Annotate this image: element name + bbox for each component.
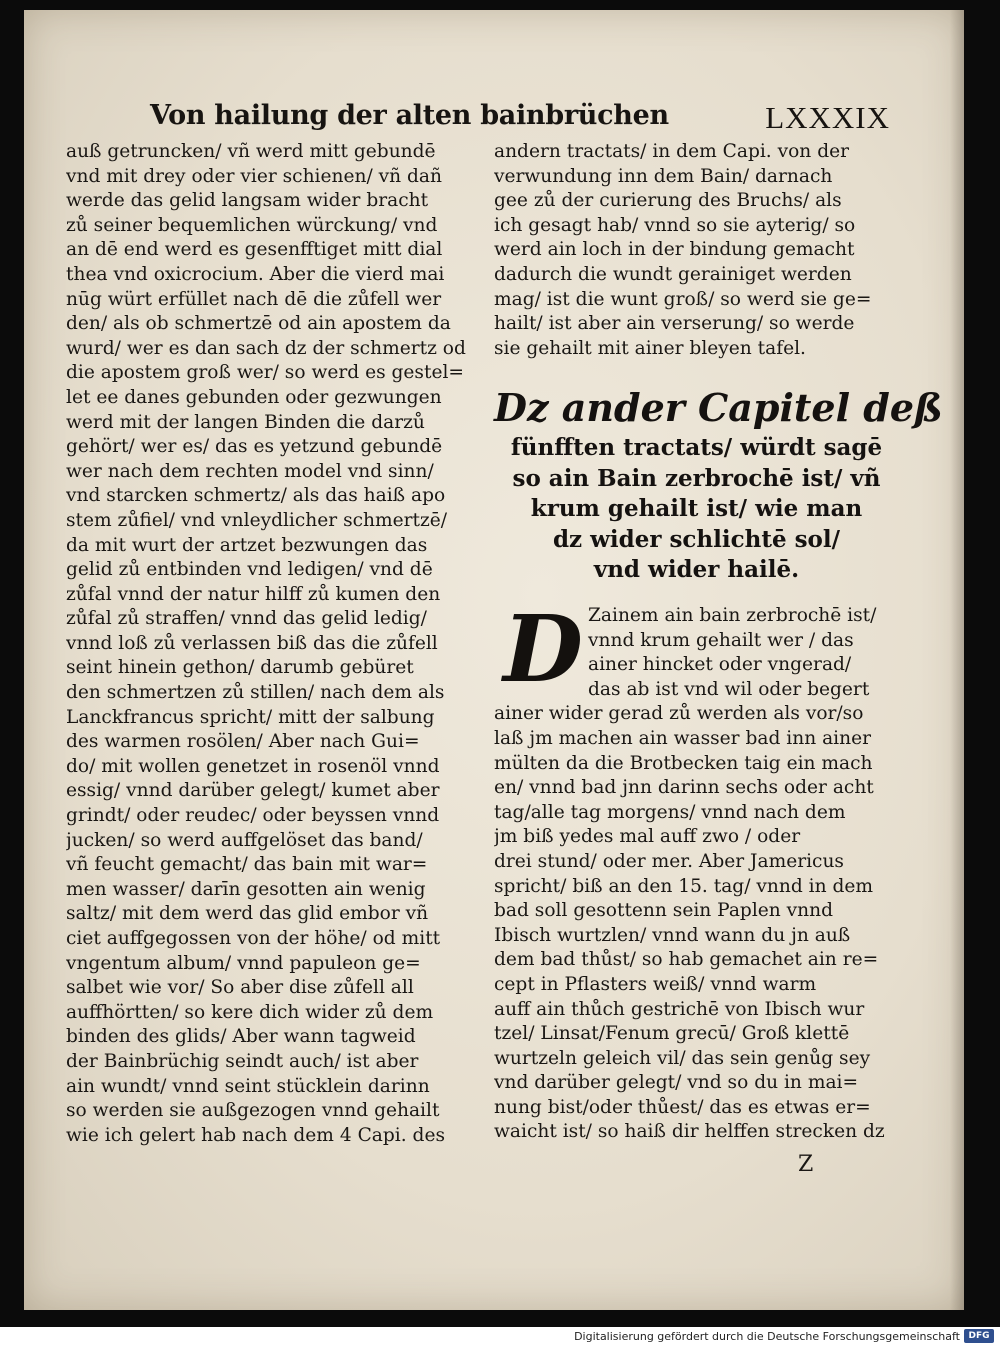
dfg-logo: DFG xyxy=(964,1329,994,1343)
text-line: vnnd loß zů verlassen biß das die zůfell xyxy=(66,632,438,654)
text-line: stem zůfiel/ vnd vnleydlicher schmertzē/ xyxy=(66,509,448,531)
text-line: thea vnd oxicrocium. Aber die vierd mai xyxy=(66,263,445,285)
right-column-top-text xyxy=(494,140,894,361)
text-line: auffhörtten/ so kere dich wider zů dem xyxy=(66,1001,434,1023)
decorated-initial: D xyxy=(503,595,583,703)
text-line: ich gesagt hab/ vnnd so sie ayterig/ so xyxy=(494,214,856,236)
text-line: den schmertzen zů stillen/ nach dem als xyxy=(66,682,445,704)
text-line: zůfal zů straffen/ vnnd das gelid ledig/ xyxy=(66,608,427,630)
text-line: wie ich gelert hab nach dem 4 Capi. des xyxy=(66,1124,446,1146)
footer xyxy=(0,1327,1000,1347)
text-line: nung bist/oder thůest/ das es etwas er= xyxy=(494,1096,871,1118)
text-line: die apostem groß wer/ so werd es gestel= xyxy=(66,362,464,384)
text-line: let ee danes gebunden oder gezwungen xyxy=(66,386,442,408)
chapter-heading xyxy=(494,383,943,586)
text-line: men wasser/ darīn gesotten ain wenig xyxy=(66,878,426,900)
text-line: do/ mit wollen genetzet in rosenöl vnnd xyxy=(66,755,440,777)
text-line: dadurch die wundt gerainiget werden xyxy=(494,263,852,285)
text-line: vnd darüber gelegt/ vnd so du in mai= xyxy=(494,1072,859,1094)
chapter-subtitle-line: vnd wider hailē. xyxy=(593,556,800,583)
funding-credit: Digitalisierung gefördert durch die Deutsche Forschungsgemeinschaft xyxy=(574,1330,960,1343)
left-column-text xyxy=(66,140,466,1148)
text-line: saltz/ mit dem werd das glid embor vñ xyxy=(66,903,429,925)
text-line: waicht ist/ so haiß dir helffen strecken dz xyxy=(494,1121,885,1143)
text-line: ciet auffgegossen von der höhe/ od mitt xyxy=(66,928,441,949)
text-line: Lanckfrancus spricht/ mitt der salbung xyxy=(66,706,435,728)
text-line: auß getruncken/ vñ werd mitt gebundē xyxy=(66,141,436,162)
text-line: wurtzeln geleich vil/ das sein genůg sey xyxy=(494,1047,871,1069)
text-line: wer nach dem rechten model vnd sinn/ xyxy=(66,460,434,482)
right-column-body-text xyxy=(494,595,894,1145)
text-line: dem bad thůst/ so hab gemachet ain re= xyxy=(494,949,879,971)
chapter-subtitle-line: dz wider schlichtē sol/ xyxy=(552,525,841,553)
text-line: zů seiner bequemlichen würckung/ vnd xyxy=(66,214,438,236)
signature-mark: Z xyxy=(798,1152,814,1177)
text-line: drei stund/ oder mer. Aber Jamericus xyxy=(494,850,844,872)
page-header xyxy=(150,100,890,140)
text-line: andern tractats/ in dem Capi. von der xyxy=(494,141,849,162)
text-line: vnd mit drey oder vier schienen/ vñ dañ xyxy=(66,165,442,187)
page-edge-shadow xyxy=(950,10,964,1310)
text-line: zůfal vnnd der natur hilff zů kumen den xyxy=(66,583,441,605)
text-line: mülten da die Brotbecken taig ein mach xyxy=(494,752,873,774)
text-line: seint hinein gethon/ darumb gebüret xyxy=(66,657,414,679)
text-line: des warmen rosölen/ Aber nach Gui= xyxy=(66,731,420,753)
text-line: gee zů der curierung des Bruchs/ als xyxy=(494,190,842,212)
text-line: sie gehailt mit ainer bleyen tafel. xyxy=(494,337,806,359)
text-line: verwundung inn dem Bain/ darnach xyxy=(494,165,833,187)
text-line: an dē end werd es gesenfftiget mitt dial xyxy=(66,239,443,261)
text-line: vnnd krum gehailt wer / das xyxy=(588,629,854,651)
text-line: der Bainbrüchig seindt auch/ ist aber xyxy=(66,1050,419,1072)
text-line: laß jm machen ain wasser bad inn ainer xyxy=(494,727,871,749)
text-line: werd ain loch in der bindung gemacht xyxy=(494,239,855,261)
text-line: so werden sie außgezogen vnnd gehailt xyxy=(66,1100,440,1122)
text-line: vngentum album/ vnnd papuleon ge= xyxy=(66,952,421,974)
text-line: spricht/ biß an den 15. tag/ vnnd in dem xyxy=(494,875,874,897)
text-line: Zainem ain bain zerbrochē ist/ xyxy=(588,605,877,626)
text-line: gelid zů entbinden vnd ledigen/ vnd dē xyxy=(66,559,433,581)
text-line: den/ als ob schmertzē od ain apostem da xyxy=(66,313,451,335)
chapter-title-line: Dz ander Capitel deß xyxy=(494,385,943,430)
text-line: mag/ ist die wunt groß/ so werd sie ge= xyxy=(494,288,872,310)
text-line: jm biß yedes mal auff zwo / oder xyxy=(494,826,801,848)
text-line: vñ feucht gemacht/ das bain mit war= xyxy=(66,854,428,876)
text-line: gehört/ wer es/ das es yetzund gebundē xyxy=(66,436,443,458)
text-line: binden des glids/ Aber wann tagweid xyxy=(66,1026,416,1048)
text-line: tzel/ Linsat/Fenum grecū/ Groß klettē xyxy=(494,1023,850,1045)
text-line: das ab ist vnd wil oder begert xyxy=(588,678,870,700)
text-line: jucken/ so werd auffgelöset das band/ xyxy=(66,829,423,851)
chapter-subtitle-line: so ain Bain zerbrochē ist/ vñ xyxy=(512,464,881,492)
chapter-subtitle-line: krum gehailt ist/ wie man xyxy=(530,495,863,522)
text-line: ainer wider gerad zů werden als vor/so xyxy=(494,703,864,725)
text-line: nūg würt erfüllet nach dē die zůfell wer xyxy=(66,288,442,310)
text-line: ain wundt/ vnnd seint stücklein darinn xyxy=(66,1075,430,1097)
text-line: da mit wurt der artzet bezwungen das xyxy=(66,534,428,556)
chapter-subtitle-line: fünfften tractats/ würdt sagē xyxy=(510,434,883,461)
text-line: essig/ vnnd darüber gelegt/ kumet aber xyxy=(66,780,440,802)
text-line: salbet wie vor/ So aber dise zůfell all xyxy=(66,977,414,999)
text-line: en/ vnnd bad jnn darinn sechs oder acht xyxy=(494,777,874,799)
text-line: wurd/ wer es dan sach dz der schmertz od xyxy=(66,337,466,359)
text-line: grindt/ oder reudec/ oder beyssen vnnd xyxy=(66,805,440,827)
text-line: auff ain thůch gestrichē von Ibisch wur xyxy=(494,998,865,1020)
text-line: vnd starcken schmertz/ als das haiß apo xyxy=(66,485,446,507)
text-line: ainer hincket oder vngerad/ xyxy=(588,654,852,676)
text-line: cept in Pflasters weiß/ vnnd warm xyxy=(494,973,817,995)
folio-number: LXXXIX xyxy=(765,100,890,135)
text-line: bad soll gesottenn sein Paplen vnnd xyxy=(494,900,834,922)
text-line: tag/alle tag morgens/ vnnd nach dem xyxy=(494,801,846,823)
text-line: Ibisch wurtzlen/ vnnd wann du jn auß xyxy=(494,924,851,946)
text-line: werd mit der langen Binden die darzů xyxy=(66,411,425,433)
text-line: werde das gelid langsam wider bracht xyxy=(66,190,429,212)
text-line: hailt/ ist aber ain verserung/ so werde xyxy=(494,313,855,335)
running-head: Von hailung der alten bainbrüchen xyxy=(150,100,669,131)
